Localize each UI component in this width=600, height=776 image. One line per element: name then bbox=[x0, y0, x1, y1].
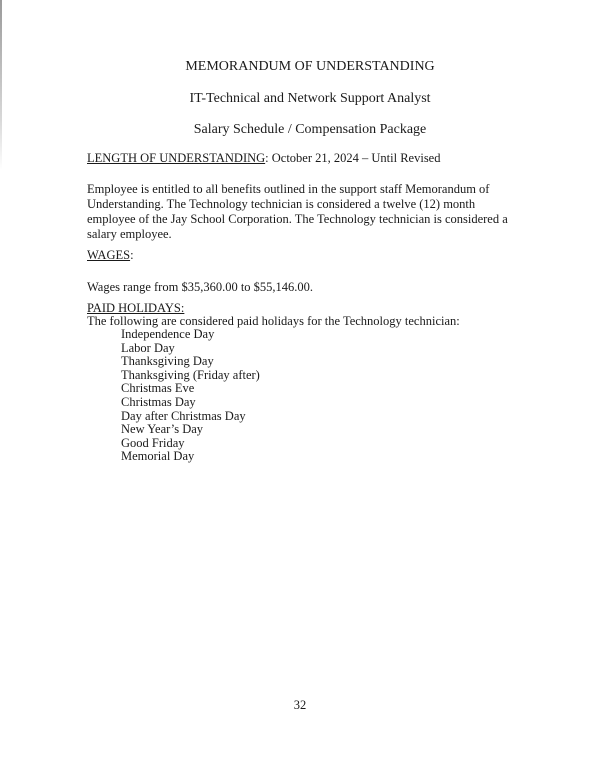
list-item: New Year’s Day bbox=[121, 422, 204, 437]
scan-edge-shadow bbox=[0, 0, 2, 170]
list-item: Good Friday bbox=[121, 435, 185, 450]
list-item: Thanksgiving (Friday after) bbox=[121, 367, 260, 382]
document-subtitle-2: Salary Schedule / Compensation Package bbox=[193, 122, 427, 137]
list-item: Christmas Eve bbox=[121, 381, 195, 396]
holidays-heading: PAID HOLIDAYS: bbox=[87, 301, 185, 315]
wages-text: Wages range from $35,360.00 to $55,146.00. bbox=[87, 280, 314, 294]
list-item: Labor Day bbox=[121, 340, 175, 355]
wages-heading-colon: : bbox=[130, 248, 134, 262]
list-item: Independence Day bbox=[121, 327, 215, 341]
length-label: LENGTH OF UNDERSTANDING bbox=[87, 151, 266, 165]
document-title: MEMORANDUM OF UNDERSTANDING bbox=[185, 59, 435, 74]
document-subtitle: IT-Technical and Network Support Analyst bbox=[189, 91, 431, 106]
length-of-understanding bbox=[87, 151, 440, 166]
wages-heading-label: WAGES bbox=[87, 248, 131, 262]
list-item: Day after Christmas Day bbox=[121, 408, 246, 423]
holidays-intro: The following are considered paid holidays for the Technology technician: bbox=[87, 314, 460, 328]
wages-heading bbox=[87, 248, 134, 263]
length-value: : October 21, 2024 – Until Revised bbox=[265, 151, 441, 165]
list-item: Memorial Day bbox=[121, 449, 195, 464]
intro-paragraph: Employee is entitled to all benefits outlined in the support staff Memorandum of Understanding. The Technology technician is considered a twelve (12) month employee of the Jay School Corporation. The Technology technician is considered a salary employee. bbox=[87, 182, 508, 241]
page-number: 32 bbox=[293, 698, 307, 712]
holiday-list bbox=[121, 328, 260, 464]
list-item: Christmas Day bbox=[121, 394, 196, 409]
list-item: Thanksgiving Day bbox=[121, 354, 214, 369]
